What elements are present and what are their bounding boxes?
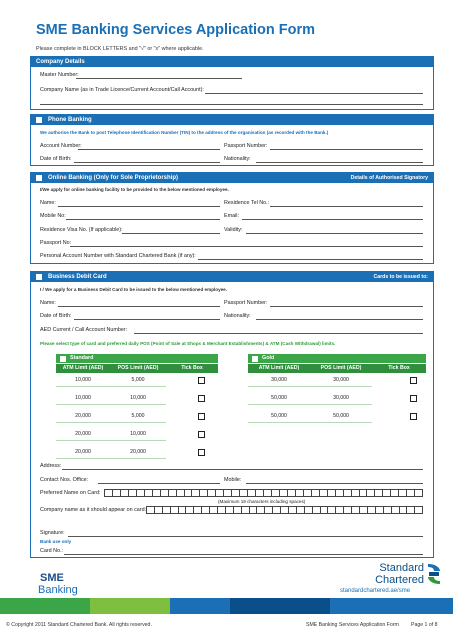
gold-atm-cell: 50,000 bbox=[248, 409, 310, 423]
online-banking-note: I/We apply for online banking facility to be provided to the below mentioned employee. bbox=[40, 187, 229, 192]
gold-atm-cell: 50,000 bbox=[248, 391, 310, 405]
cards-issued-to-label: Cards to be issued to: bbox=[373, 274, 428, 280]
standard-chartered-logo-icon bbox=[426, 562, 442, 591]
standard-tick-column: Tick Box bbox=[166, 364, 218, 373]
max-characters-note: (Maximum 19 characters including spaces) bbox=[218, 499, 306, 504]
address-field[interactable] bbox=[62, 469, 423, 470]
gold-card-header bbox=[248, 354, 426, 363]
decorative-band bbox=[0, 598, 453, 614]
standard-tick-box[interactable] bbox=[198, 395, 205, 402]
standard-card-header bbox=[56, 354, 218, 363]
phone-banking-note: We authorise the Bank to post Telephone Identification Number (TIN) to the address of the organisation (as recorded with the Bank.) bbox=[40, 130, 329, 135]
company-on-card-boxes[interactable] bbox=[146, 506, 423, 514]
standard-atm-cell: 20,000 bbox=[56, 409, 110, 423]
online-passport-label: Passport No: bbox=[40, 240, 72, 246]
online-banking-title: Online Banking (Only for Sole Proprietorship) bbox=[48, 175, 179, 181]
debit-passport-label: Passport Number: bbox=[224, 300, 268, 306]
gold-card-checkbox[interactable] bbox=[252, 356, 258, 362]
card-limits-note: Please select type of card and preferred daily POS (Point of Sale at Shops & Merchant Establishments) & ATM (Cash Withdrawal) limits. bbox=[40, 341, 336, 346]
gold-tick-box[interactable] bbox=[410, 395, 417, 402]
gold-tick-box[interactable] bbox=[410, 413, 417, 420]
website-url: standardchartered.ae/sme bbox=[340, 588, 411, 594]
online-name-label: Name: bbox=[40, 200, 56, 206]
standard-atm-cell: 10,000 bbox=[56, 391, 110, 405]
address-label: Address: bbox=[40, 463, 62, 469]
company-on-card-label: Company name as it should appear on card: bbox=[40, 507, 147, 513]
aed-account-field[interactable] bbox=[134, 333, 423, 334]
standard-pos-column: POS Limit (AED) bbox=[110, 364, 166, 373]
residence-visa-label: Residence Visa No. (If applicable): bbox=[40, 227, 123, 233]
sc-line-2: Chartered bbox=[375, 574, 424, 586]
gold-tick-box[interactable] bbox=[410, 377, 417, 384]
phone-banking-header bbox=[31, 115, 433, 125]
standard-pos-cell: 10,000 bbox=[110, 427, 166, 441]
online-email-field[interactable] bbox=[242, 219, 423, 220]
banking-logo-text: Banking bbox=[38, 584, 78, 596]
phone-dob-field[interactable] bbox=[74, 162, 220, 163]
company-details-header: Company Details bbox=[31, 57, 433, 67]
debit-card-header bbox=[31, 272, 433, 282]
debit-name-label: Name: bbox=[40, 300, 56, 306]
online-email-label: Email: bbox=[224, 213, 239, 219]
gold-pos-cell: 30,000 bbox=[310, 373, 372, 387]
page-number: Page 1 of 8 bbox=[411, 622, 438, 628]
copyright-text: © Copyright 2011 Standard Chartered Bank. All rights reserved. bbox=[6, 622, 152, 628]
card-no-label: Card No.: bbox=[40, 548, 64, 554]
debit-nationality-field[interactable] bbox=[256, 319, 423, 320]
online-name-field[interactable] bbox=[58, 206, 220, 207]
phone-nationality-label: Nationality: bbox=[224, 156, 251, 162]
preferred-name-label: Preferred Name on Card: bbox=[40, 490, 101, 496]
gold-pos-cell: 50,000 bbox=[310, 409, 372, 423]
online-passport-field[interactable] bbox=[70, 246, 423, 247]
debit-passport-field[interactable] bbox=[270, 306, 423, 307]
standard-atm-cell: 10,000 bbox=[56, 373, 110, 387]
online-banking-header bbox=[31, 173, 433, 183]
master-number-label: Master Number: bbox=[40, 72, 79, 78]
phone-banking-checkbox[interactable] bbox=[36, 117, 42, 123]
debit-card-checkbox[interactable] bbox=[36, 274, 42, 280]
standard-pos-cell: 20,000 bbox=[110, 445, 166, 459]
phone-dob-label: Date of Birth: bbox=[40, 156, 72, 162]
standard-tick-box[interactable] bbox=[198, 431, 205, 438]
gold-atm-column: ATM Limit (AED) bbox=[248, 364, 310, 373]
account-number-label: Account Number: bbox=[40, 143, 82, 149]
residence-visa-field[interactable] bbox=[122, 233, 220, 234]
contact-mobile-field[interactable] bbox=[246, 483, 423, 484]
standard-tick-box[interactable] bbox=[198, 377, 205, 384]
standard-tick-box[interactable] bbox=[198, 413, 205, 420]
online-mobile-field[interactable] bbox=[66, 219, 220, 220]
preferred-name-boxes[interactable] bbox=[104, 489, 423, 497]
footer-form-name: SME Banking Services Application Form bbox=[306, 622, 399, 628]
aed-account-label: AED Current / Call Account Number: bbox=[40, 327, 128, 333]
standard-atm-column: ATM Limit (AED) bbox=[56, 364, 110, 373]
gold-card-label: Gold bbox=[262, 355, 275, 361]
gold-pos-cell: 30,000 bbox=[310, 391, 372, 405]
standard-pos-cell: 5,000 bbox=[110, 373, 166, 387]
sc-line-1: Standard bbox=[379, 562, 424, 574]
debit-dob-field[interactable] bbox=[74, 319, 220, 320]
page-title: SME Banking Services Application Form bbox=[36, 22, 316, 38]
standard-tick-box[interactable] bbox=[198, 449, 205, 456]
account-number-field[interactable] bbox=[78, 149, 220, 150]
authorised-signatory-label: Details of Authorised Signatory bbox=[350, 175, 428, 181]
debit-name-field[interactable] bbox=[58, 306, 220, 307]
standard-pos-cell: 5,000 bbox=[110, 409, 166, 423]
standard-card-label: Standard bbox=[70, 355, 94, 361]
debit-dob-label: Date of Birth: bbox=[40, 313, 72, 319]
intro-text: Please complete in BLOCK LETTERS and "√" or "x" where applicable. bbox=[36, 46, 204, 52]
gold-pos-column: POS Limit (AED) bbox=[310, 364, 372, 373]
company-name-field[interactable] bbox=[205, 93, 423, 94]
visa-validity-field[interactable] bbox=[246, 233, 423, 234]
personal-account-label: Personal Account Number with Standard Chartered Bank (if any): bbox=[40, 253, 196, 259]
master-number-field[interactable] bbox=[76, 78, 242, 79]
signature-field[interactable] bbox=[68, 536, 423, 537]
phone-passport-label: Passport Number: bbox=[224, 143, 268, 149]
gold-atm-cell: 30,000 bbox=[248, 373, 310, 387]
bank-use-only-label: Bank use only bbox=[40, 539, 72, 544]
residence-tel-field[interactable] bbox=[270, 206, 423, 207]
standard-pos-cell: 10,000 bbox=[110, 391, 166, 405]
standard-card-checkbox[interactable] bbox=[60, 356, 66, 362]
phone-nationality-field[interactable] bbox=[256, 162, 423, 163]
standard-atm-cell: 20,000 bbox=[56, 427, 110, 441]
residence-tel-label: Residence Tel No.: bbox=[224, 200, 270, 206]
company-details-section bbox=[30, 56, 434, 110]
contact-office-label: Contact Nos. Office: bbox=[40, 477, 89, 483]
online-banking-checkbox[interactable] bbox=[36, 175, 42, 181]
sme-logo-text: SME bbox=[40, 572, 64, 584]
company-name-label: Company Name (as in Trade Licence/Current Account/Call Account): bbox=[40, 87, 204, 93]
gold-tick-column: Tick Box bbox=[372, 364, 426, 373]
debit-card-note: I / We apply for a Business Debit Card to be issued to the below mentioned employee. bbox=[40, 287, 228, 292]
phone-passport-field[interactable] bbox=[270, 149, 423, 150]
personal-account-field[interactable] bbox=[198, 259, 423, 260]
signature-label: Signature: bbox=[40, 530, 65, 536]
visa-validity-label: Validity: bbox=[224, 227, 243, 233]
card-no-field[interactable] bbox=[64, 554, 423, 555]
online-mobile-label: Mobile No: bbox=[40, 213, 66, 219]
standard-atm-cell: 20,000 bbox=[56, 445, 110, 459]
phone-banking-title: Phone Banking bbox=[48, 117, 92, 123]
contact-mobile-label: Mobile: bbox=[224, 477, 242, 483]
debit-card-title: Business Debit Card bbox=[48, 274, 107, 280]
debit-nationality-label: Nationality: bbox=[224, 313, 251, 319]
standard-chartered-wordmark bbox=[364, 562, 424, 586]
contact-office-field[interactable] bbox=[98, 483, 220, 484]
company-name-field-line-2[interactable] bbox=[40, 104, 423, 105]
